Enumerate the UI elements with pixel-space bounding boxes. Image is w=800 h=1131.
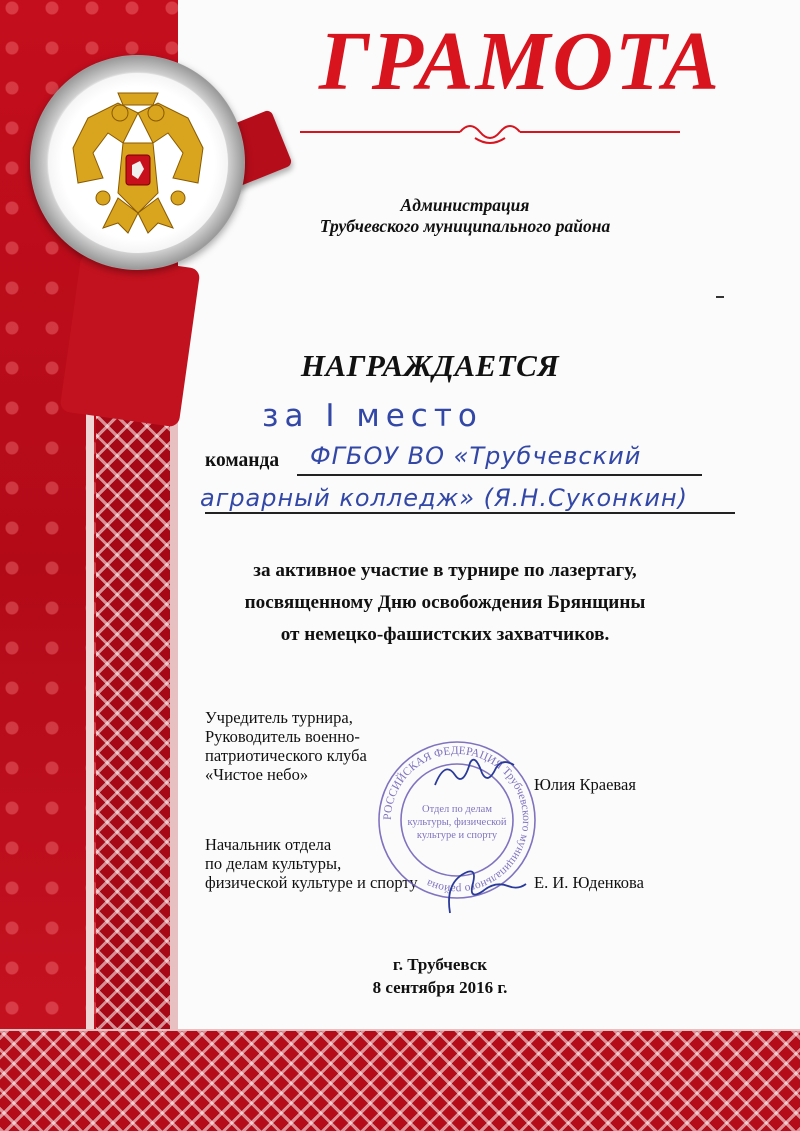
organization-line-1: Администрация [400, 195, 530, 215]
signer-2-name: Е. И. Юденкова [534, 873, 644, 892]
reason-line-2: посвященному Дню освобождения Брянщины [244, 592, 646, 613]
stamp-inner-line: культуре и спорту [416, 830, 498, 841]
stamp-inner-line: культуры, физической [407, 817, 507, 828]
signature-2-icon [430, 858, 530, 918]
award-reason [180, 555, 710, 651]
certificate-title: ГРАМОТА [318, 15, 722, 108]
issue-date: 8 сентября 2016 г. [372, 978, 508, 997]
team-label: команда [205, 450, 280, 471]
stamp-inner-line: Отдел по делам [422, 804, 492, 815]
signer-2-title-line: физической культуре и спорту [205, 873, 418, 892]
team-name-line-2: аграрный колледж» (Я.Н.Суконкин) [200, 484, 688, 512]
signer-1-name: Юлия Краевая [534, 775, 636, 794]
signer-1-title-line: патриотического клуба [205, 746, 367, 765]
coat-of-arms-icon [48, 73, 228, 253]
city: г. Трубчевск [392, 955, 488, 974]
ribbon-tail [59, 252, 200, 427]
place-handwritten: за I место [262, 398, 483, 434]
signature-1-icon [430, 755, 520, 795]
team-name-line-1: ФГБОУ ВО «Трубчевский [310, 442, 642, 470]
stamp-outer-text: РОССИЙСКАЯ ФЕДЕРАЦИЯ Трубчевского муниципального района [381, 744, 533, 896]
team-underline-2 [205, 512, 735, 514]
bottom-decorative-border [0, 1031, 800, 1131]
issuing-organization [230, 195, 700, 237]
organization-line-2: Трубчевского муниципального района [319, 216, 611, 236]
awarded-heading: НАГРАЖДАЕТСЯ [300, 348, 560, 383]
signer-1-title-line: Учредитель турнира, [205, 708, 353, 727]
reason-line-1: за активное участие в турнире по лазертагу, [253, 560, 637, 581]
signer-2-title-line: Начальник отдела [205, 835, 332, 854]
city-and-date [250, 953, 630, 999]
stray-mark [716, 296, 724, 298]
reason-line-3: от немецко-фашистских захватчиков. [280, 624, 610, 645]
signer-2-title-line: по делам культуры, [205, 854, 342, 873]
signer-1-title-line: «Чистое небо» [205, 765, 309, 784]
signer-1-title-line: Руководитель военно- [205, 727, 360, 746]
team-underline-1 [297, 474, 702, 476]
signer-1-title [205, 708, 367, 784]
title-ornament-icon [300, 118, 680, 148]
